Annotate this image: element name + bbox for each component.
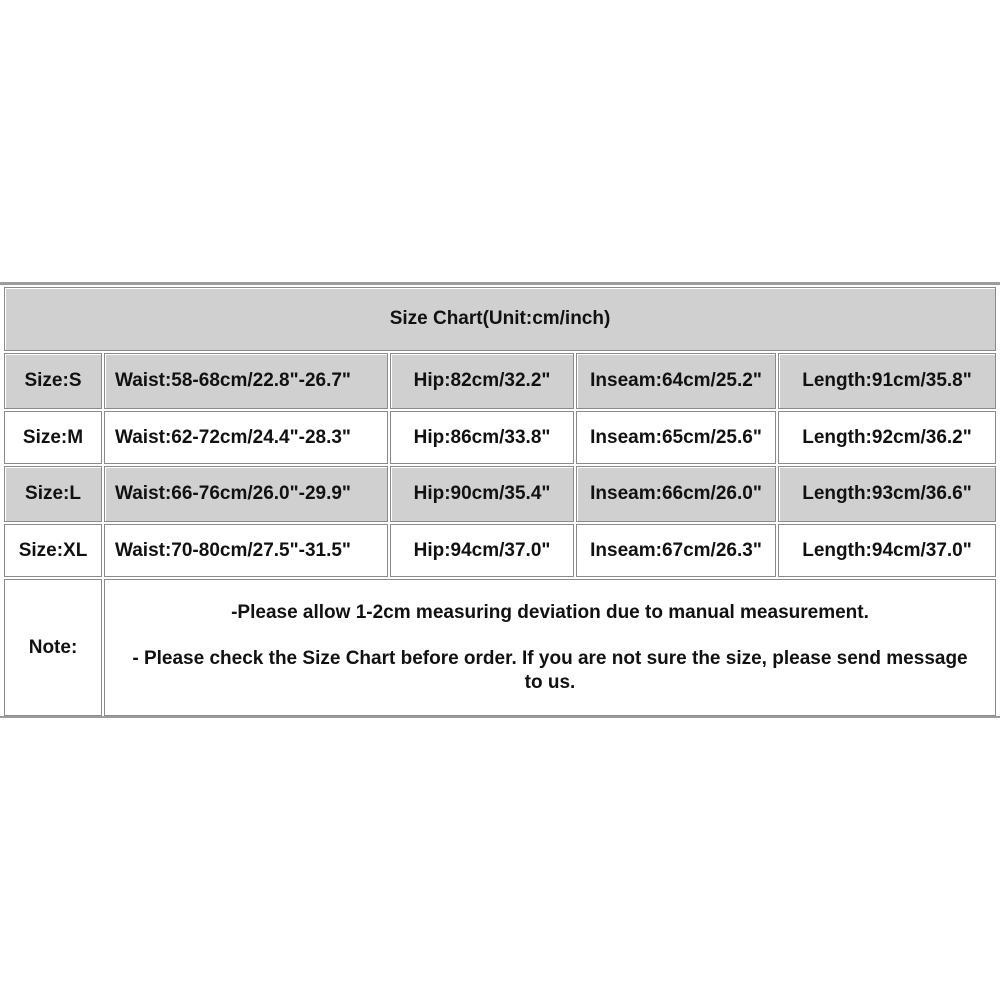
waist-cell-xl: Waist:70-80cm/27.5"-31.5": [104, 524, 388, 577]
inseam-cell-xl: Inseam:67cm/26.3": [576, 524, 776, 577]
note-line-1: -Please allow 1-2cm measuring deviation due to manual measurement.: [231, 601, 869, 623]
waist-cell-m: Waist:62-72cm/24.4"-28.3": [104, 411, 388, 464]
hip-cell-s: Hip:82cm/32.2": [390, 353, 574, 409]
size-chart-table: [0, 282, 1000, 718]
size-chart-title: Size Chart(Unit:cm/inch): [4, 287, 996, 351]
waist-cell-s: Waist:58-68cm/22.8"-26.7": [104, 353, 388, 409]
length-cell-m: Length:92cm/36.2": [778, 411, 996, 464]
inseam-cell-m: Inseam:65cm/25.6": [576, 411, 776, 464]
length-cell-xl: Length:94cm/37.0": [778, 524, 996, 577]
hip-cell-l: Hip:90cm/35.4": [390, 466, 574, 522]
note-line-2: - Please check the Size Chart before order. If you are not sure the size, please send message to us.: [132, 647, 968, 693]
size-cell-m: Size:M: [4, 411, 102, 464]
size-cell-l: Size:L: [4, 466, 102, 522]
size-cell-xl: Size:XL: [4, 524, 102, 577]
size-cell-s: Size:S: [4, 353, 102, 409]
note-label: Note:: [4, 579, 102, 716]
inseam-cell-s: Inseam:64cm/25.2": [576, 353, 776, 409]
length-cell-s: Length:91cm/35.8": [778, 353, 996, 409]
hip-cell-xl: Hip:94cm/37.0": [390, 524, 574, 577]
length-cell-l: Length:93cm/36.6": [778, 466, 996, 522]
waist-cell-l: Waist:66-76cm/26.0"-29.9": [104, 466, 388, 522]
hip-cell-m: Hip:86cm/33.8": [390, 411, 574, 464]
note-content: [104, 579, 996, 716]
inseam-cell-l: Inseam:66cm/26.0": [576, 466, 776, 522]
